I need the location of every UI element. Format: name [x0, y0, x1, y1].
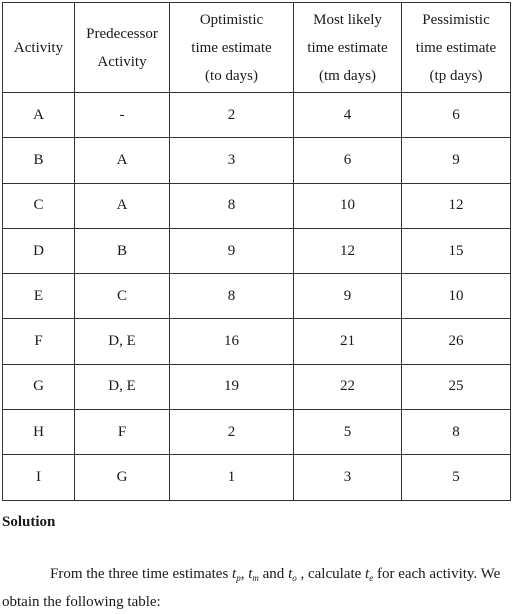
- table-cell: C: [75, 274, 170, 319]
- table-cell: H: [3, 410, 75, 455]
- table-row: [3, 364, 511, 409]
- table-cell: A: [75, 138, 170, 183]
- table-cell: 25: [402, 364, 511, 409]
- table-cell: 8: [402, 410, 511, 455]
- table-cell: 22: [294, 364, 402, 409]
- table-row: [3, 274, 511, 319]
- header-predecessor: Predecessor Activity: [75, 3, 170, 93]
- table-cell: 5: [402, 455, 511, 500]
- table-cell: G: [3, 364, 75, 409]
- solution-paragraph: From the three time estimates $t_p$, $t_m$ and $t_o$ , calculate $t_e$ for each activity. We obtain the following table:: [2, 566, 501, 610]
- table-cell: 2: [170, 410, 294, 455]
- table-cell: 12: [294, 228, 402, 273]
- table-cell: 9: [170, 228, 294, 273]
- table-cell: A: [75, 183, 170, 228]
- table-cell: 2: [170, 93, 294, 138]
- var-tp: $t_p$: [232, 566, 241, 583]
- table-cell: 10: [294, 183, 402, 228]
- table-cell: 19: [170, 364, 294, 409]
- table-header-row: [3, 3, 511, 93]
- table-cell: 9: [294, 274, 402, 319]
- table-cell: F: [3, 319, 75, 364]
- table-cell: 1: [170, 455, 294, 500]
- table-cell: C: [3, 183, 75, 228]
- table-cell: F: [75, 410, 170, 455]
- header-most-likely: Most likely time estimate (tm days): [294, 3, 402, 93]
- table-cell: A: [3, 93, 75, 138]
- table-cell: 6: [402, 93, 511, 138]
- table-row: [3, 319, 511, 364]
- table-cell: 26: [402, 319, 511, 364]
- table-cell: 9: [402, 138, 511, 183]
- table-cell: 5: [294, 410, 402, 455]
- table-cell: E: [3, 274, 75, 319]
- table-cell: 8: [170, 274, 294, 319]
- table-cell: B: [75, 228, 170, 273]
- table-cell: D, E: [75, 364, 170, 409]
- header-pessimistic: Pessimistic time estimate (tp days): [402, 3, 511, 93]
- solution-heading: Solution: [2, 514, 56, 530]
- table-cell: -: [75, 93, 170, 138]
- table-cell: D: [3, 228, 75, 273]
- table-cell: 3: [294, 455, 402, 500]
- table-cell: 10: [402, 274, 511, 319]
- table-cell: 4: [294, 93, 402, 138]
- table-cell: 21: [294, 319, 402, 364]
- var-tm: $t_m$: [248, 566, 259, 583]
- var-te: $t_e$: [365, 566, 374, 583]
- time-estimates-table: [2, 2, 511, 501]
- table-cell: I: [3, 455, 75, 500]
- table-row: [3, 138, 511, 183]
- table-row: [3, 410, 511, 455]
- table-row: [3, 228, 511, 273]
- table-row: [3, 183, 511, 228]
- table-row: [3, 455, 511, 500]
- var-to: $t_o$: [288, 566, 297, 583]
- header-activity: Activity: [3, 3, 75, 93]
- table-cell: 3: [170, 138, 294, 183]
- table-cell: 8: [170, 183, 294, 228]
- header-optimistic: Optimistic time estimate (to days): [170, 3, 294, 93]
- table-cell: 16: [170, 319, 294, 364]
- table-cell: 12: [402, 183, 511, 228]
- table-cell: 6: [294, 138, 402, 183]
- table-cell: G: [75, 455, 170, 500]
- table-row: [3, 93, 511, 138]
- table-cell: D, E: [75, 319, 170, 364]
- table-cell: 15: [402, 228, 511, 273]
- table-cell: B: [3, 138, 75, 183]
